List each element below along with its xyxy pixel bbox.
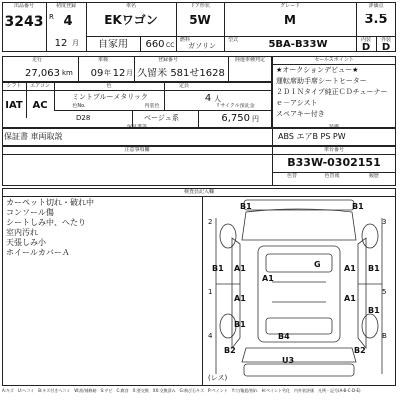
recycle-value: 6,750 — [221, 113, 250, 124]
side-mark-5: 5 — [382, 288, 387, 296]
auction-sheet — [2, 2, 396, 396]
mark-a1-left-rear: A1 — [234, 294, 246, 303]
fuel-label: 燃料 — [179, 37, 190, 43]
sales-point-label: セールスポイント — [314, 57, 354, 63]
mark-a1-center: A1 — [262, 274, 274, 283]
diagram-footer-label: (レス) — [208, 374, 228, 382]
inspection-title: 検査員記入欄 — [183, 189, 214, 195]
reg-month-unit: 月 — [72, 39, 79, 47]
frame-label: 車台番号 — [323, 147, 344, 153]
inspection-item-6: ホイールカバーＡ — [6, 248, 70, 257]
ac-label: エアコン — [30, 83, 50, 89]
color-after-label: 色替後 — [324, 173, 340, 179]
mark-u3-rear: U3 — [282, 356, 295, 365]
inspect-month-unit: 月 — [126, 69, 133, 77]
door-type: 5W — [189, 14, 211, 26]
wheel-front-left — [220, 224, 236, 248]
int-grade: D — [361, 42, 371, 53]
model-name: EKワゴン — [104, 14, 158, 26]
side-mark-2: 2 — [208, 218, 213, 226]
mark-b2-right: B2 — [354, 346, 366, 355]
hood-outline — [242, 209, 356, 240]
recycle-label: リサイクル預託金 — [215, 103, 255, 109]
left-side-outline — [232, 238, 240, 348]
body-color: ミントブルーメタリック — [72, 93, 148, 101]
seats-unit: 人 — [214, 95, 221, 103]
reg-era: R — [49, 13, 54, 21]
interior-color-label: 内装色 — [144, 103, 160, 109]
score-value: 3.5 — [364, 14, 388, 26]
mark-g-center: G — [314, 260, 321, 269]
plate-number: 久留米 581せ1628 — [137, 68, 225, 79]
seats-value: 4 — [204, 93, 212, 104]
mark-b2-left: B2 — [224, 346, 236, 355]
sales-point-1: ★オークションデビュー★ — [276, 66, 359, 74]
fuel-value: ガソリン — [188, 42, 216, 50]
car-damage-diagram — [206, 198, 392, 384]
mark-b1-front-left: B1 — [240, 202, 252, 211]
trunk-outline — [242, 348, 356, 362]
grade-label: グレード — [279, 3, 300, 9]
wheel-rear-right — [362, 314, 378, 338]
grade-value: M — [284, 14, 296, 26]
reg-year: 4 — [63, 14, 73, 29]
frame-number: B33W-0302151 — [287, 157, 381, 169]
reg-month: 12 — [54, 38, 68, 49]
inspection-item-5: 天張しみ小 — [6, 238, 46, 247]
reg-label: 初度登録 — [55, 3, 76, 9]
color-code: D28 — [76, 114, 91, 122]
mark-b1-left-lower: B1 — [234, 320, 246, 329]
sales-point-5: スペアキー付き — [276, 110, 325, 118]
ext-label: 外装 — [380, 37, 391, 43]
recycle-unit: 円 — [252, 115, 259, 123]
cc-unit: CC — [166, 42, 175, 49]
mark-b4-center: B4 — [278, 332, 290, 341]
shift-label: シフト — [6, 83, 22, 89]
windshield-outline — [266, 254, 332, 272]
lot-label: 出品番号 — [13, 3, 34, 9]
rear-bumper-outline — [244, 364, 354, 376]
seat-lines — [272, 282, 326, 302]
docs-value: 保証書 車両取説 — [4, 132, 63, 141]
model-type: 5BA-B33W — [268, 39, 328, 50]
wheel-front-right — [362, 224, 378, 248]
plate-label: 登録番号 — [157, 57, 178, 63]
side-mark-b: B — [382, 332, 387, 340]
inspection-item-1: カーペット切れ・破れ中 — [6, 198, 94, 207]
mark-b1-right-side: B1 — [368, 264, 380, 273]
use-type: 自家用 — [98, 39, 128, 50]
equip-value: ABS エアB PS PW — [278, 132, 346, 141]
inspection-item-3: シートしみ中、へたり — [6, 218, 86, 227]
right-side-outline — [358, 238, 366, 348]
ext-grade: D — [381, 42, 391, 53]
notes-label: 注意事項欄 — [124, 147, 150, 153]
color-code-label: 色No. — [72, 103, 86, 109]
equip-label: 装備 — [328, 124, 339, 130]
cabin-outline — [258, 246, 340, 342]
mark-a1-left: A1 — [234, 264, 246, 273]
inspect-year-unit: 年 — [104, 69, 111, 77]
sales-point-2: 運転席助手席シートヒーター — [276, 77, 367, 85]
type-label: 型式 — [227, 37, 238, 43]
ac-value: AC — [32, 100, 48, 111]
mark-b1-right-rear: B1 — [368, 306, 380, 315]
side-mark-1: 1 — [208, 288, 213, 296]
front-bumper-outline — [244, 200, 354, 210]
footer-legend: A:キズ U:ヘコミ B:キズ付きヘコミ W:波/補修跡 S:サビ C:腐食 X:要交換 XX:交換済み G:飛び石キズ P:ペイント Y:穴/亀裂/割れ H:ペイント劣化 内外装評価 凡例・記号(A-B-C-D-E) — [2, 388, 361, 393]
mark-a1-right: A1 — [344, 264, 356, 273]
int-label: 内装 — [360, 37, 371, 43]
side-mark-3: 3 — [382, 218, 387, 226]
mileage-label: 走行 — [31, 57, 42, 63]
shift-value: IAT — [5, 100, 23, 111]
inspect-label: 車検 — [97, 57, 108, 63]
inspection-item-4: 室内汚れ — [6, 228, 38, 237]
mark-a1-right-rear: A1 — [344, 294, 356, 303]
seats-label: 定員 — [178, 83, 189, 89]
mileage-unit: km — [62, 69, 73, 77]
inspect-month: 12 — [112, 68, 126, 79]
engine-cc: 660 — [145, 39, 165, 50]
color-label: 色 — [106, 83, 112, 89]
inspect-year: 09 — [90, 68, 104, 79]
rear-window-outline — [266, 318, 332, 334]
mark-b1-left-side: B1 — [212, 264, 224, 273]
inspection-item-2: コンソール傷 — [6, 208, 54, 217]
side-mark-4: 4 — [208, 332, 213, 340]
sales-point-3: ２ＤＩＮタイプ純正ＣＤチューナー — [276, 88, 388, 96]
score-label: 評価点 — [368, 3, 384, 9]
model-label: 車名 — [125, 3, 136, 9]
lot-number: 3243 — [4, 14, 44, 30]
mileage-value: 27,063 — [25, 68, 60, 79]
door-label: ドア形状 — [190, 3, 210, 9]
interior-color: ベージュ — [144, 114, 172, 122]
history-label: 履歴 — [368, 173, 379, 179]
mark-b1-front-right: B1 — [352, 202, 364, 211]
docs-label: 保証書等 — [126, 124, 147, 130]
interior-color-unit: 系 — [172, 114, 179, 122]
color-orig-label: 色替 — [286, 173, 297, 179]
vin-label: 陸運車種判定 — [234, 57, 265, 63]
sales-point-4: ｅ－アシスト — [276, 99, 318, 107]
